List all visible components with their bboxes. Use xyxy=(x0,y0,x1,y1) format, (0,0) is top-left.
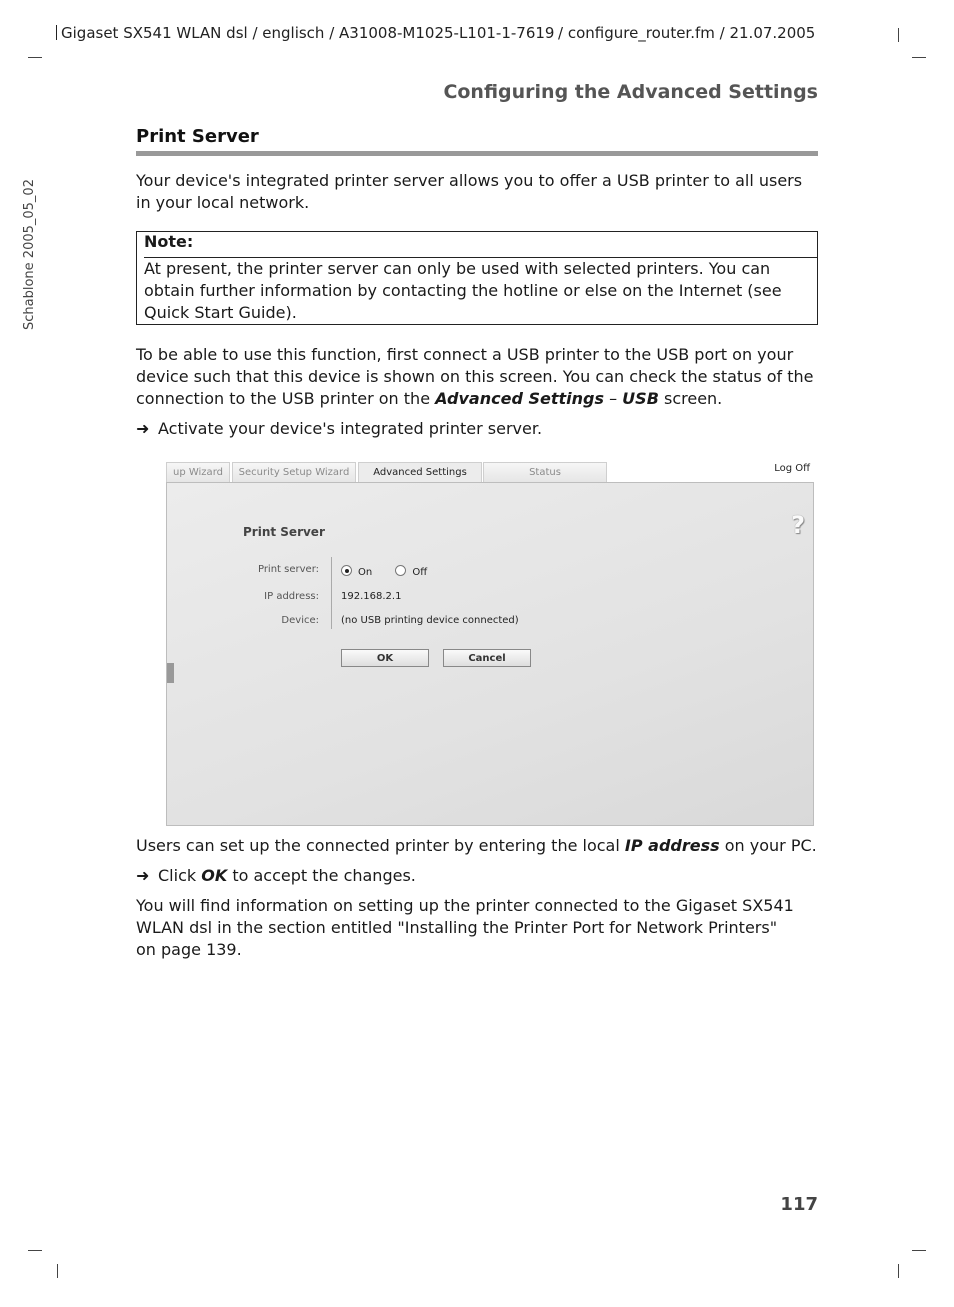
step-click-ok xyxy=(136,865,416,887)
crop-mark xyxy=(57,1264,58,1278)
cancel-button[interactable]: Cancel xyxy=(443,649,531,667)
usb-ref: USB xyxy=(622,389,659,408)
radio-on[interactable] xyxy=(341,567,372,578)
header-file-info: / configure_router.fm / 21.07.2005 xyxy=(558,24,816,42)
tab-advanced-settings[interactable]: Advanced Settings xyxy=(358,462,482,483)
device-label: Device: xyxy=(281,615,319,626)
arrow-icon: ➜ xyxy=(136,419,150,438)
crop-mark xyxy=(912,1250,926,1251)
intro-paragraph: Your device's integrated printer server allows you to offer a USB printer to all users in your local network. xyxy=(136,171,803,212)
dash: – xyxy=(609,389,618,408)
ip-address-value: 192.168.2.1 xyxy=(341,591,402,602)
crop-mark xyxy=(898,1264,899,1278)
radio-on-label: On xyxy=(358,567,373,578)
ip-address-label: IP address: xyxy=(264,591,319,602)
crop-mark xyxy=(912,57,926,58)
logoff-link[interactable]: Log Off xyxy=(774,463,810,474)
crop-mark xyxy=(28,57,42,58)
ok-ref: OK xyxy=(201,866,228,885)
note-box xyxy=(136,231,818,325)
step-click-post: to accept the changes. xyxy=(232,866,416,885)
arrow-icon: ➜ xyxy=(136,866,150,885)
help-icon[interactable]: ? xyxy=(791,511,805,539)
note-text: At present, the printer server can only be used with selected printers. You can obtain further information by contacting the hotline or else on the Internet (see Quick Start Guide). xyxy=(144,259,782,322)
ip-paragraph xyxy=(136,835,820,857)
radio-on-icon[interactable] xyxy=(341,565,352,576)
router-ui-screenshot xyxy=(166,462,814,826)
scroll-indicator[interactable] xyxy=(167,663,174,683)
step-click-pre: Click xyxy=(158,866,197,885)
ok-button[interactable]: OK xyxy=(341,649,429,667)
note-title: Note: xyxy=(144,232,194,251)
step-activate xyxy=(136,418,542,440)
connection-text: To be able to use this function, first connect a USB printer to the USB port on your device such that this device is shown on this screen. You can check the status of the connection to the USB printer on the xyxy=(136,345,814,408)
header-divider xyxy=(56,25,57,40)
field-divider xyxy=(331,557,332,629)
tab-status[interactable]: Status xyxy=(483,462,607,482)
radio-off-icon[interactable] xyxy=(395,565,406,576)
connection-tail: screen. xyxy=(663,389,723,408)
page-heading: Print Server xyxy=(136,126,259,147)
panel-title: Print Server xyxy=(243,525,325,539)
step-activate-text: Activate your device's integrated printer server. xyxy=(158,419,543,438)
crop-mark xyxy=(898,28,899,42)
document-header xyxy=(56,24,816,42)
radio-off-label: Off xyxy=(412,567,428,578)
header-doc-info: Gigaset SX541 WLAN dsl / englisch / A31008-M1025-L101-1-7619 xyxy=(61,24,555,42)
radio-off[interactable] xyxy=(395,567,427,578)
advanced-settings-ref: Advanced Settings xyxy=(435,389,604,408)
side-template-label: Schablone 2005_05_02 xyxy=(22,179,37,330)
tab-security-setup-wizard[interactable]: Security Setup Wizard xyxy=(232,462,356,482)
print-server-label: Print server: xyxy=(257,564,319,575)
settings-panel xyxy=(166,482,814,826)
info-paragraph: You will find information on setting up the printer connected to the Gigaset SX541 WLAN dsl in the section entitled "Installing the Printer Port for Network Printers" on page 139. xyxy=(136,896,794,959)
page-number: 117 xyxy=(780,1194,818,1215)
ip-address-ref: IP address xyxy=(624,836,720,855)
ip-paragraph-pre: Users can set up the connected printer by entering the local xyxy=(136,836,620,855)
crop-mark xyxy=(28,1250,42,1251)
ip-paragraph-post: on your PC. xyxy=(724,836,817,855)
tab-setup-wizard[interactable]: up Wizard xyxy=(166,462,230,482)
heading-rule xyxy=(136,151,818,156)
section-title: Configuring the Advanced Settings xyxy=(443,81,818,103)
device-value: (no USB printing device connected) xyxy=(341,615,519,626)
connection-paragraph xyxy=(136,344,820,410)
print-server-options xyxy=(341,565,427,578)
